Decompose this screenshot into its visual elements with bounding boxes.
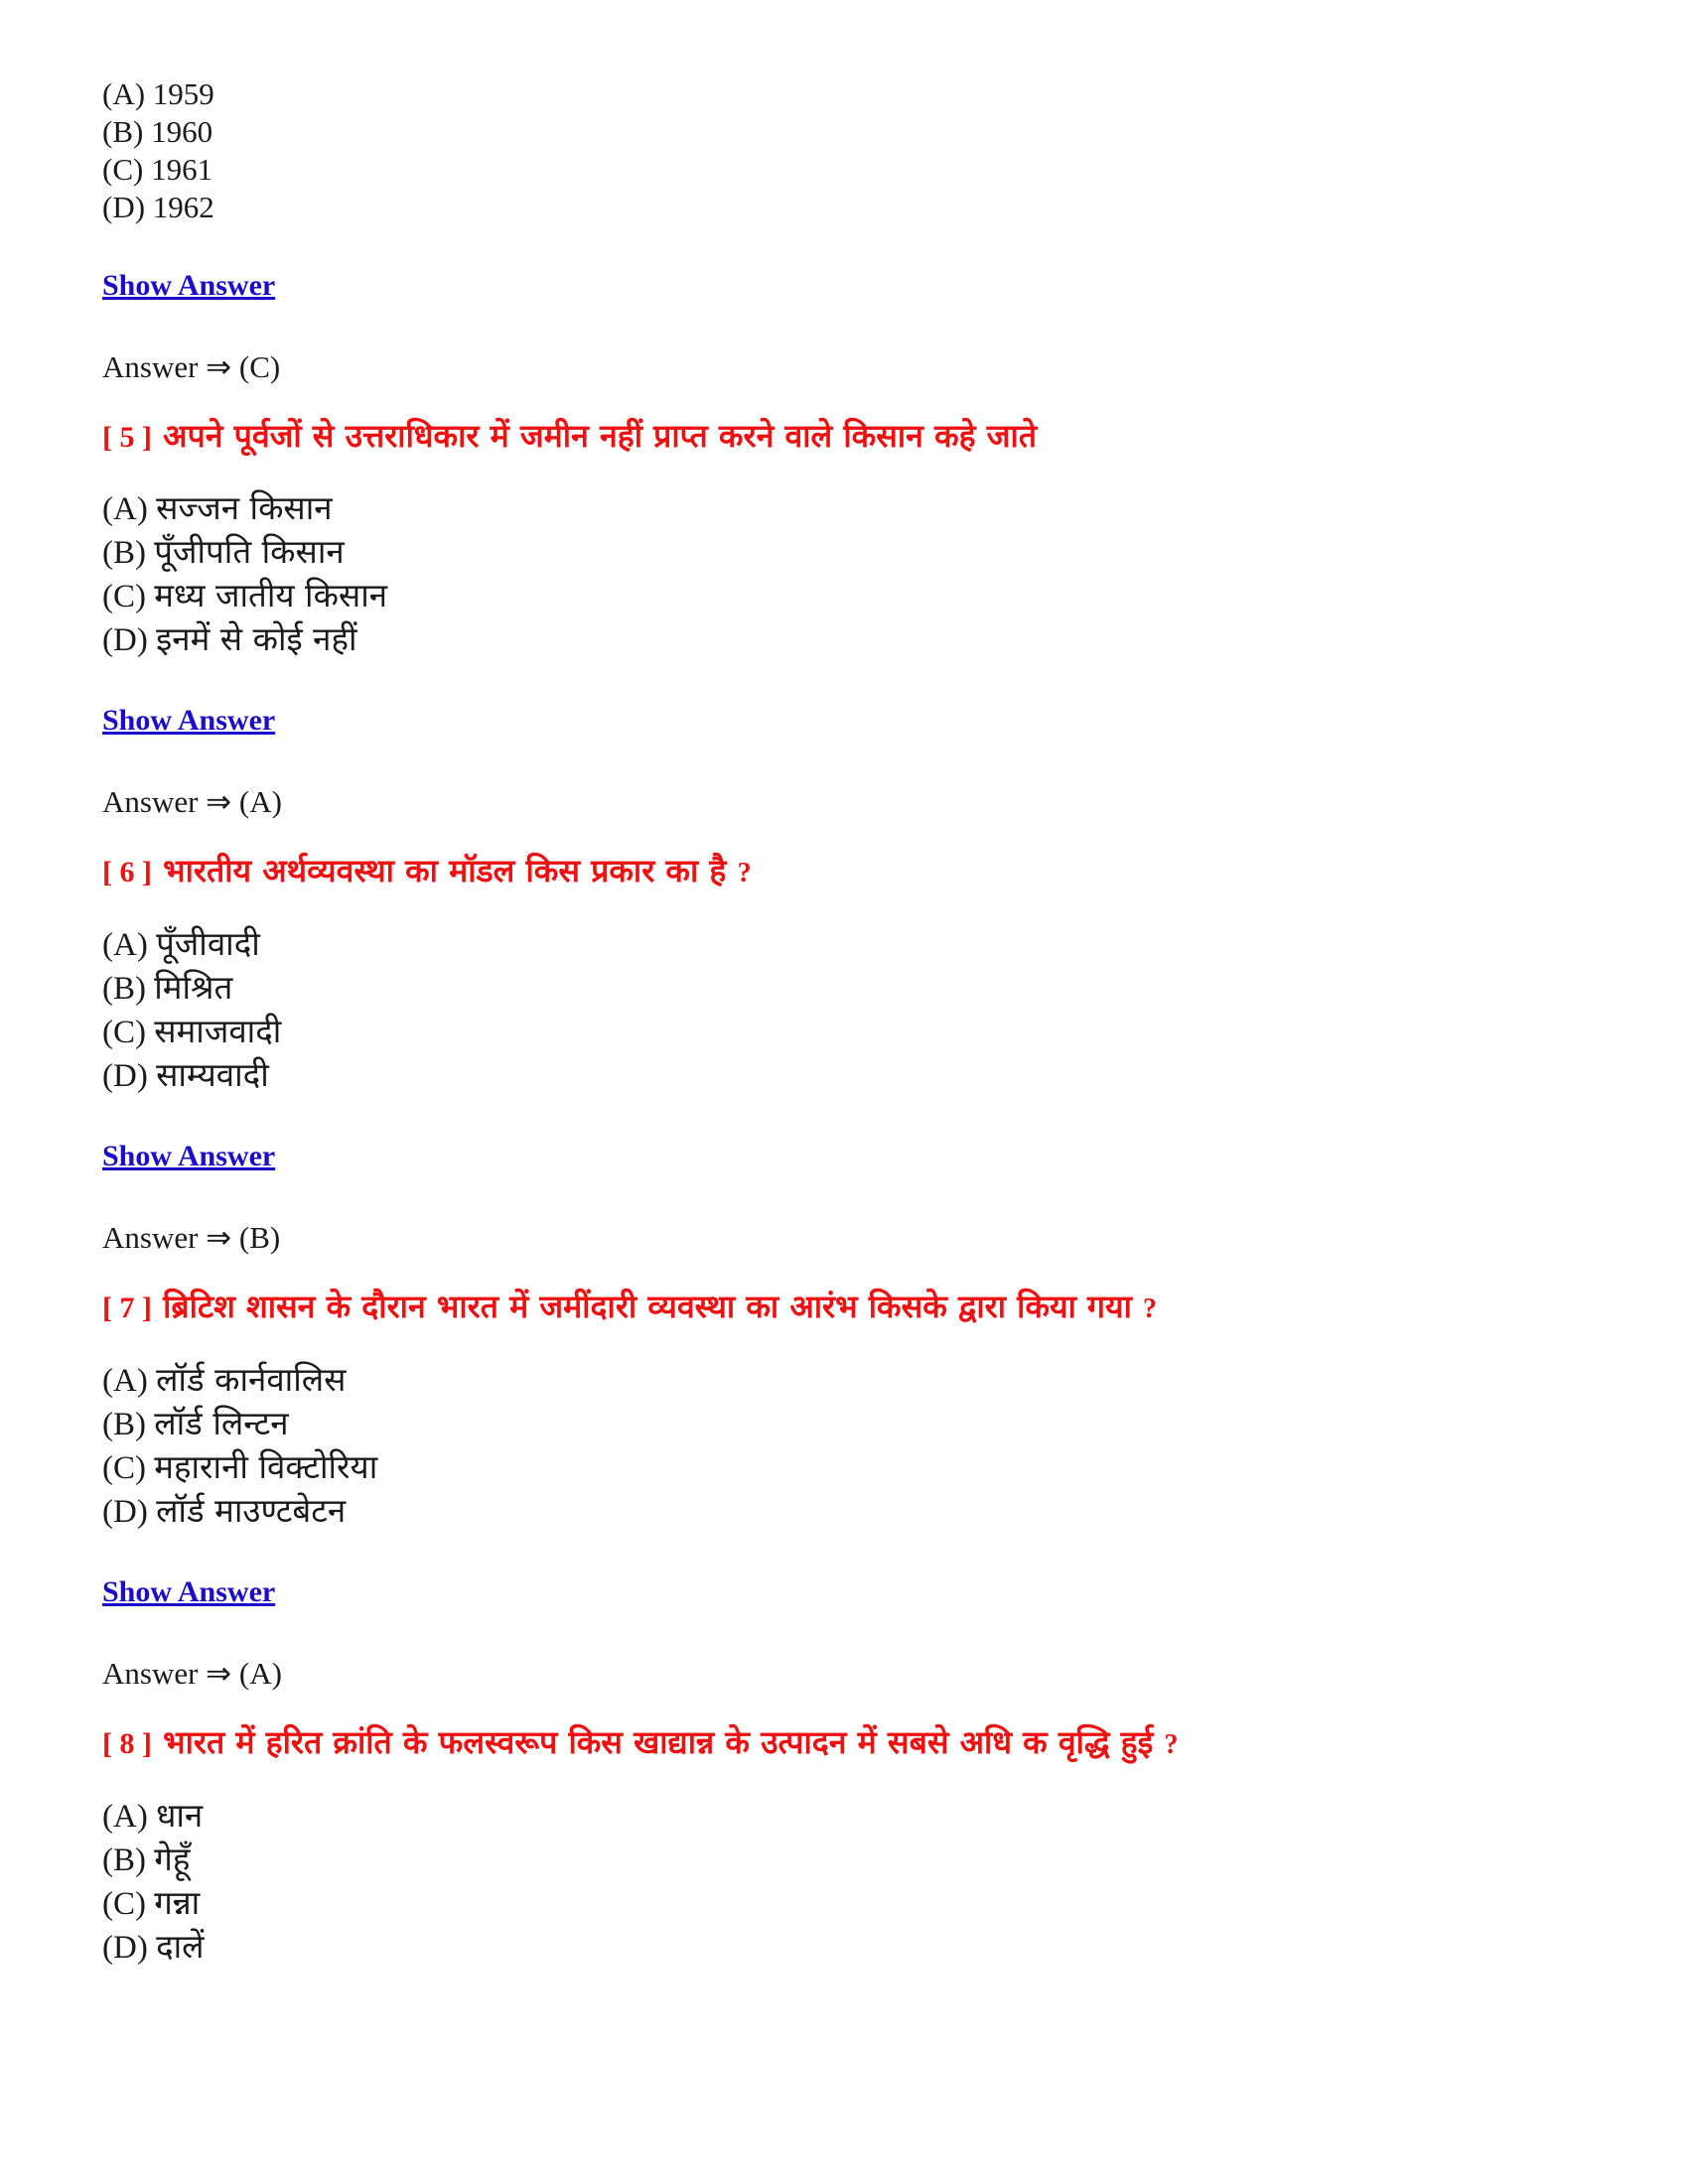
- question-number: [ 7 ]: [102, 1292, 152, 1324]
- option-c: (C) 1961: [102, 152, 213, 187]
- show-answer-link[interactable]: Show Answer: [102, 269, 276, 302]
- question-block-7: [102, 1284, 1592, 1694]
- options-list: [102, 922, 1592, 1097]
- options-list: [102, 1358, 1592, 1533]
- option-d: (D) 1962: [102, 190, 214, 224]
- option-d: (D) साम्यवादी: [102, 1055, 269, 1094]
- question-text: ब्रिटिश शासन के दौरान भारत में जमींदारी व्यवस्था का आरंभ किसके द्वारा किया गया: [163, 1288, 1132, 1325]
- question-text: भारत में हरित क्रांति के फलस्वरूप किस खाद्यान्न के उत्पादन में सबसे अधि क वृद्धि हुई: [163, 1723, 1154, 1761]
- question-title: [102, 848, 1592, 896]
- option-b: (B) गेहूँ: [102, 1840, 191, 1878]
- option-a: (A) 1959: [102, 76, 214, 111]
- option-c: (C) महारानी विक्टोरिया: [102, 1447, 378, 1486]
- answer-text: Answer ⇒ (A): [102, 784, 282, 819]
- question-mark: ?: [737, 858, 752, 888]
- show-answer-link[interactable]: Show Answer: [102, 704, 276, 737]
- option-b: (B) 1960: [102, 114, 213, 149]
- question-block-6: [102, 848, 1592, 1258]
- question-mark: ?: [1164, 1729, 1179, 1760]
- show-answer-link[interactable]: Show Answer: [102, 1140, 276, 1172]
- question-number: [ 6 ]: [102, 856, 152, 888]
- question-title: [102, 1719, 1592, 1768]
- question-block-8: [102, 1719, 1592, 1969]
- option-a: (A) लॉर्ड कार्नवालिस: [102, 1360, 347, 1399]
- question-text: भारतीय अर्थव्यवस्था का मॉडल किस प्रकार का है: [163, 852, 727, 889]
- question-title: [102, 413, 1592, 461]
- option-d: (D) लॉर्ड माउण्टबेटन: [102, 1491, 347, 1530]
- question-number: [ 5 ]: [102, 421, 152, 454]
- option-d: (D) दालें: [102, 1927, 205, 1966]
- option-d: (D) इनमें से कोई नहीं: [102, 619, 357, 658]
- options-list: [102, 1794, 1592, 1969]
- option-a: (A) धान: [102, 1796, 204, 1835]
- document-page: [102, 75, 1592, 1969]
- options-list: [102, 75, 1592, 226]
- question-block-4: [102, 75, 1592, 387]
- answer-text: Answer ⇒ (B): [102, 1220, 281, 1255]
- answer-text: Answer ⇒ (A): [102, 1656, 282, 1691]
- show-answer-link[interactable]: Show Answer: [102, 1575, 276, 1608]
- question-mark: ?: [1143, 1294, 1158, 1324]
- option-c: (C) समाजवादी: [102, 1012, 282, 1050]
- option-a: (A) पूँजीवादी: [102, 924, 260, 963]
- answer-text: Answer ⇒ (C): [102, 349, 281, 384]
- options-list: [102, 486, 1592, 661]
- question-text: अपने पूर्वजों से उत्तराधिकार में जमीन नहीं प्राप्त करने वाले किसान कहे जाते: [163, 417, 1038, 455]
- question-block-5: [102, 413, 1592, 822]
- option-b: (B) पूँजीपति किसान: [102, 532, 345, 571]
- option-c: (C) मध्य जातीय किसान: [102, 576, 388, 614]
- option-c: (C) गन्ना: [102, 1883, 201, 1922]
- option-b: (B) लॉर्ड लिन्टन: [102, 1404, 289, 1442]
- question-number: [ 8 ]: [102, 1727, 152, 1760]
- option-b: (B) मिश्रित: [102, 968, 233, 1007]
- option-a: (A) सज्जन किसान: [102, 488, 333, 527]
- question-title: [102, 1284, 1592, 1332]
